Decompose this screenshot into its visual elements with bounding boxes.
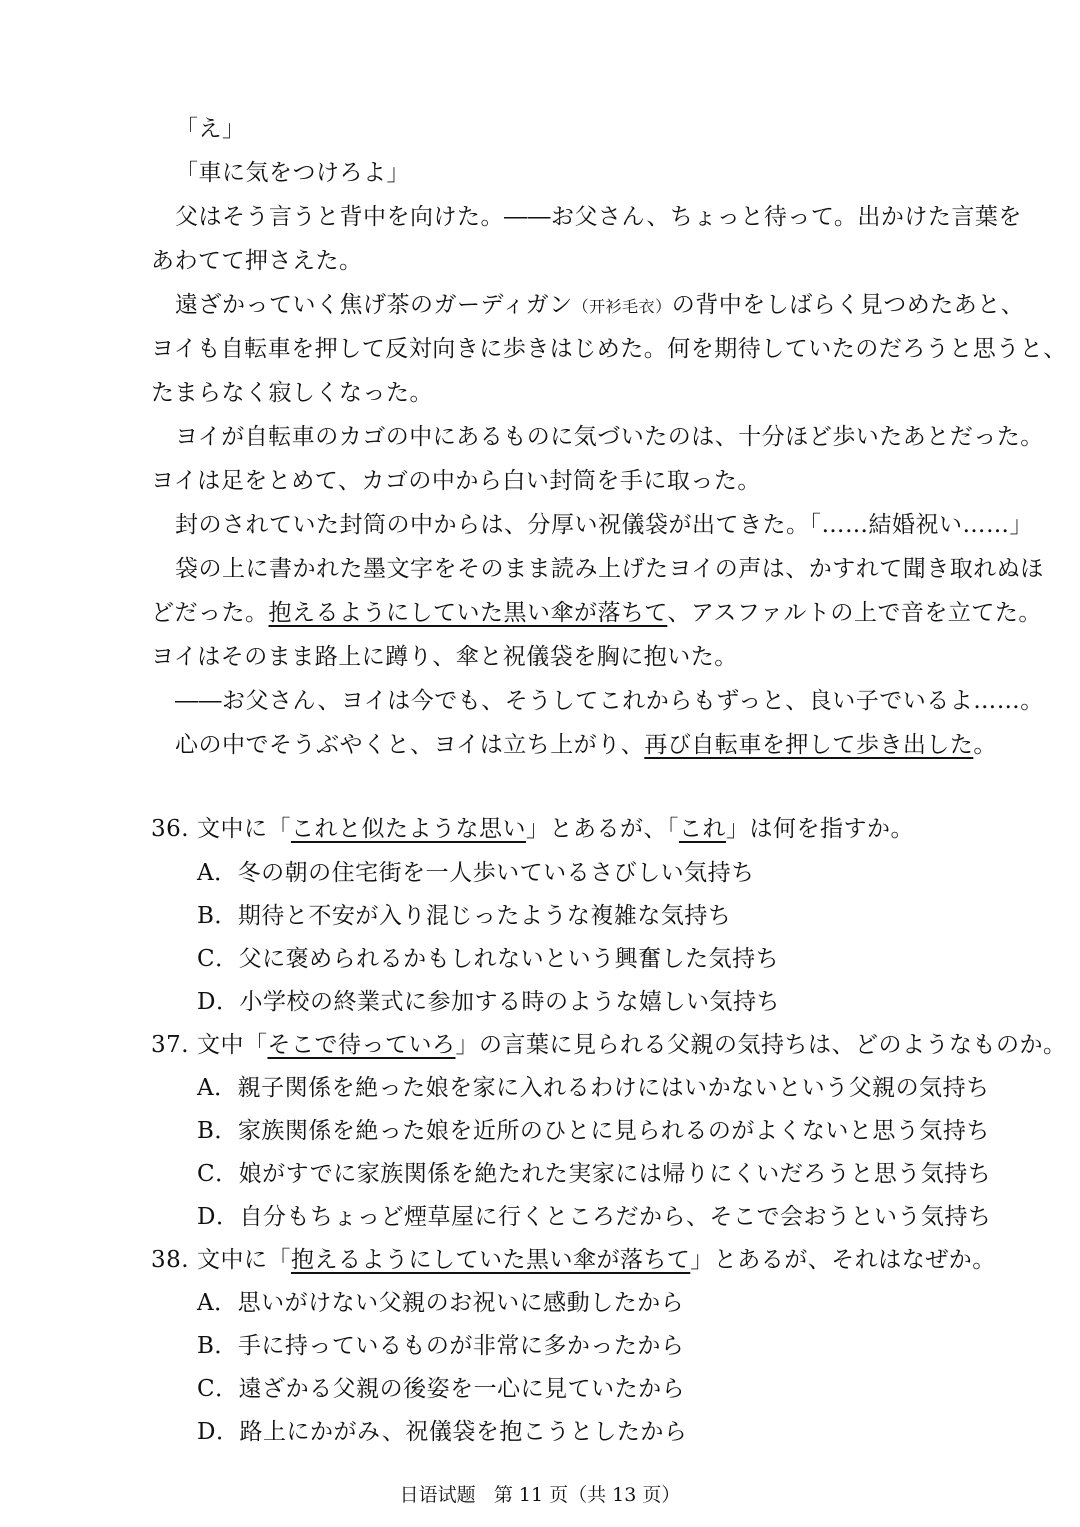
passage-line-3 [175,195,1022,239]
underlined-phrase: これと似たような思い [291,816,526,842]
option-text: D．自分もちょっど煙草屋に行くところだから、そこで会おうという気持ち [197,1204,992,1230]
passage-text: 、アスファルトの上で音を立てた。 [667,600,1042,626]
question-37-option-c [197,1152,991,1196]
passage-line-11 [175,547,1044,591]
passage-line-5 [175,283,1024,327]
passage-text: ヨイはそのまま路上に蹲り、傘と祝儀袋を胸に抱いた。 [151,644,738,670]
question-36-option-b [197,894,731,938]
option-text: C．娘がすでに家族関係を絶たれた実家には帰りにくいだろうと思う気持ち [197,1161,992,1187]
question-37-stem [151,1023,1067,1067]
stem-text: 」は何を指すか。 [726,816,914,842]
question-37-option-b [197,1109,990,1153]
passage-line-4 [151,239,363,283]
passage-line-1 [175,107,246,151]
stem-text: 」とあるが、それはなぜか。 [690,1247,996,1273]
stem-text: 文中に「 [197,816,291,842]
option-text: D．小学校の終業式に参加する時のような嬉しい気持ち [197,989,780,1015]
question-36-option-a [197,851,755,895]
footer-subject: 日语试题 [399,1484,476,1506]
underlined-phrase: 再び自転車を押して歩き出した [644,732,974,758]
passage-text: 遠ざかっていく焦げ茶のガーディガン [175,292,573,318]
passage-line-14 [175,679,1044,723]
option-text: D．路上にかがみ、祝儀袋を抱こうとしたから [197,1419,688,1445]
passage-text: 封のされていた封筒の中からは、分厚い祝儀袋が出てきた。「……結婚祝い……」 [175,512,1033,538]
passage-line-15 [175,723,997,767]
question-38-option-a [197,1281,684,1325]
option-text: B．家族関係を絶った娘を近所のひとに見られるのがよくないと思う気持ち [197,1118,990,1144]
passage-text: 「車に気をつけろよ」 [175,160,410,186]
translation-note: （开衫毛衣） [572,297,672,316]
question-36-option-c [197,937,779,981]
passage-text: ヨイは足をとめて、カゴの中から白い封筒を手に取った。 [151,468,761,494]
question-36-option-d [197,980,780,1024]
passage-text: たまらなく寂しくなった。 [151,380,433,406]
passage-text: あわてて押さえた。 [151,248,363,274]
underlined-phrase: そこで待っていろ [267,1032,456,1058]
passage-line-9 [151,459,761,503]
footer-page-number: 第 11 页（共 13 页） [493,1484,681,1506]
passage-line-2 [175,151,410,195]
passage-text: ヨイも自転車を押して反対向きに歩きはじめた。何を期待していたのだろうと思うと、 [151,336,1067,362]
option-text: A．親子関係を絶った娘を家に入れるわけにはいかないという父親の気持ち [197,1075,990,1101]
option-text: B．期待と不安が入り混じったような複雑な気持ち [197,903,732,929]
passage-text: 父はそう言うと背中を向けた。――お父さん、ちょっと待って。出かけた言葉を [175,204,1022,230]
passage-line-8 [175,415,1044,459]
passage-line-7 [151,371,433,415]
stem-text: 文中「 [197,1032,268,1058]
question-38-option-c [197,1367,685,1411]
passage-text: 。 [973,732,997,758]
passage-line-13 [151,635,738,679]
passage-text: 袋の上に書かれた墨文字をそのまま読み上げたヨイの声は、かすれて聞き取れぬほ [175,556,1044,582]
question-number: 36. [151,816,190,842]
option-text: A．思いがけない父親のお祝いに感動したから [197,1290,685,1316]
stem-text: 」とあるが、「 [526,816,679,842]
passage-line-10 [175,503,1033,547]
underlined-phrase: 抱えるようにしていた黒い傘が落ちて [268,600,668,626]
stem-text: 」の言葉に見られる父親の気持ちは、どのようなものか。 [455,1032,1067,1058]
question-37-option-d [197,1195,991,1239]
passage-text: どだった。 [151,600,269,626]
passage-line-6 [151,327,1067,371]
question-number: 38. [151,1247,190,1273]
question-number: 37. [151,1032,190,1058]
question-36-stem [151,807,914,851]
underlined-phrase: 抱えるようにしていた黒い傘が落ちて [291,1247,691,1273]
page-footer [0,1480,1080,1510]
option-text: B．手に持っているものが非常に多かったから [197,1333,685,1359]
option-text: A．冬の朝の住宅街を一人歩いているさびしい気持ち [197,860,755,886]
question-37-option-a [197,1066,990,1110]
option-text: C．父に褒められるかもしれないという興奮した気持ち [197,946,780,972]
passage-text: 「え」 [175,116,246,142]
passage-text: ――お父さん、ヨイは今でも、そうしてこれからもずっと、良い子でいるよ……。 [175,688,1044,714]
passage-text: の背中をしばらく見つめたあと、 [671,292,1025,318]
passage-line-12 [151,591,1042,635]
question-38-option-b [197,1324,684,1368]
option-text: C．遠ざかる父親の後姿を一心に見ていたから [197,1376,686,1402]
question-38-option-d [197,1410,687,1454]
passage-text: ヨイが自転車のカゴの中にあるものに気づいたのは、十分ほど歩いたあとだった。 [175,424,1044,450]
underlined-phrase: これ [679,816,726,842]
question-38-stem [151,1238,996,1282]
passage-text: 心の中でそうぶやくと、ヨイは立ち上がり、 [175,732,645,758]
stem-text: 文中に「 [197,1247,291,1273]
